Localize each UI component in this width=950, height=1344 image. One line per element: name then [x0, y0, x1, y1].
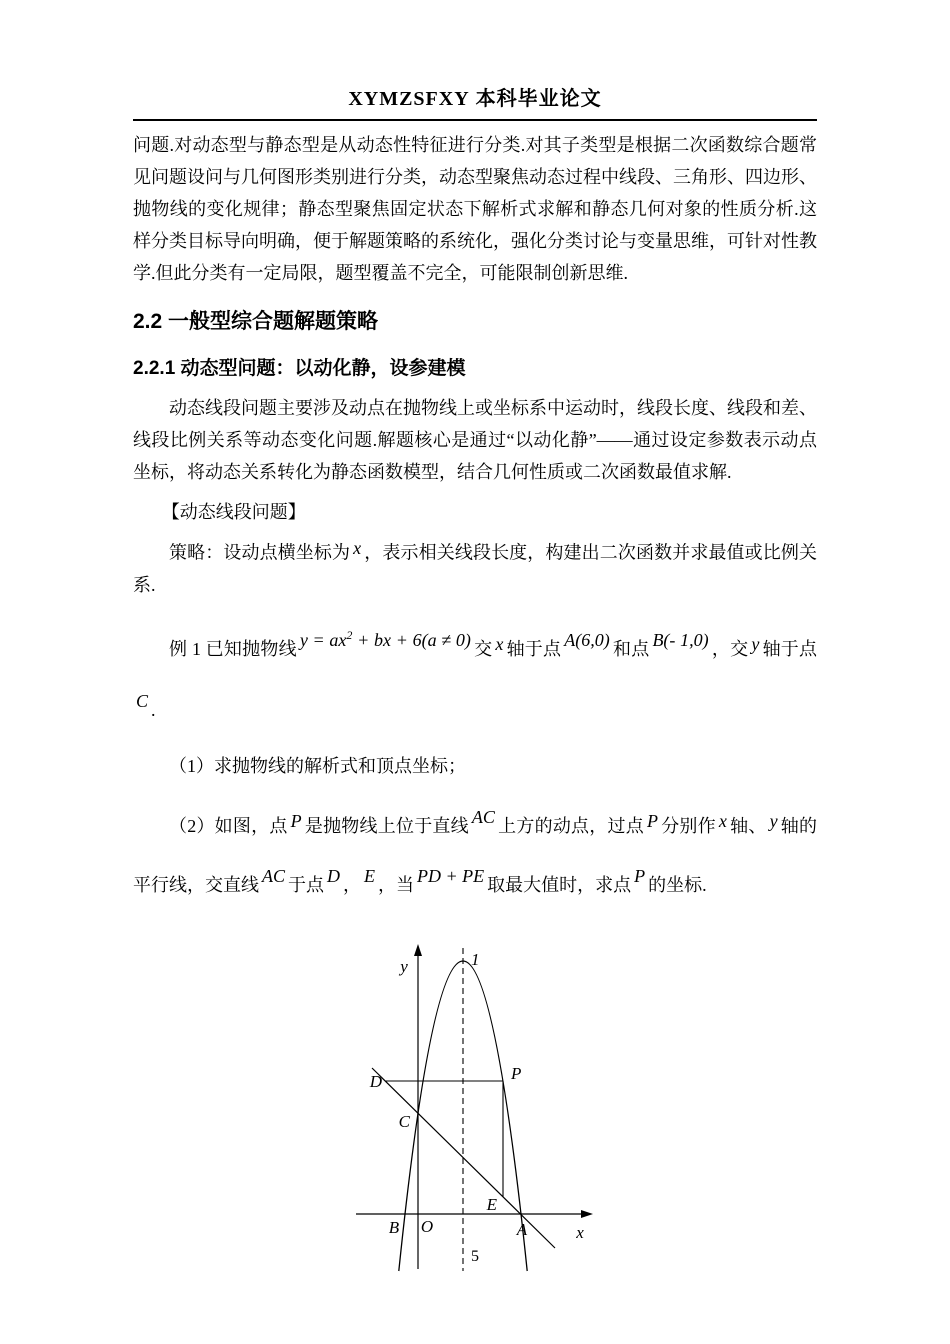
bracket-title-line: 【动态线段问题】: [161, 502, 306, 522]
example-1-text-2: 交: [473, 638, 493, 659]
page-number: 5: [471, 1248, 479, 1265]
equation-post: + bx + 6(a ≠ 0): [352, 629, 471, 650]
math-expr-PD-plus-PE: PD + PE: [417, 865, 485, 886]
q2-text-8: ，: [343, 874, 362, 895]
question-2: [133, 792, 817, 910]
school-code: XYMZSFXY: [348, 88, 470, 110]
example-1-text-7: .: [151, 699, 156, 720]
page-header: [133, 82, 817, 121]
math-var-y-2: y: [769, 811, 778, 831]
subsection-heading-2-2-1: 2.2.1 动态型问题：以动化静，设参建模: [133, 358, 466, 379]
math-point-P-1: P: [290, 811, 302, 831]
math-line-AC-1: AC: [471, 806, 495, 827]
math-point-A: A(6,0): [564, 629, 610, 650]
example-1-paragraph: [133, 609, 817, 736]
math-var-x-axis: x: [495, 634, 504, 654]
q2-text-11: 的坐标.: [648, 874, 707, 895]
point-c-label: C: [398, 1111, 410, 1131]
math-point-P-2: P: [646, 811, 658, 831]
strategy-paragraph: [133, 532, 817, 601]
math-point-C: C: [136, 690, 149, 711]
point-d-label: D: [369, 1071, 382, 1091]
strategy-text-2: ，表示相关线段长度，构建出二次函数并求最值或比例关系.: [133, 542, 818, 595]
q2-text-3: 上方的动点，过点: [497, 815, 644, 836]
parabola-figure: [133, 926, 817, 1281]
point-b-label: B: [388, 1217, 400, 1237]
math-line-AC-2: AC: [262, 865, 286, 886]
point-a-label: A: [516, 1219, 528, 1239]
example-1-intro: 例 1 已知抛物线: [169, 638, 297, 659]
doc-title: 本科毕业论文: [475, 88, 602, 110]
example-1-text-3: 轴于点: [506, 638, 562, 659]
point-p-label: P: [511, 1063, 522, 1083]
q2-text-9: ，当: [378, 874, 415, 895]
math-parabola-equation: [299, 627, 471, 650]
example-1-text-6: 轴于点: [762, 638, 818, 659]
math-point-E: E: [364, 865, 376, 886]
q2-text-10: 取最大值时，求点: [487, 874, 632, 895]
body-paragraph-1: 问题.对动态型与静态型是从动态性特征进行分类.对其子类型是根据二次函数综合题常见问题设问与几何图形类别进行分类，动态型聚焦动态过程中线段、三角形、四边形、抛物线的变化规律；静态型聚焦固定状态下解析式求解和静态几何对象的性质分析.这样分类目标导向明确，便于解题策略的系统化，强化分类讨论与变量思维，可针对性教学.但此分类有一定局限，题型覆盖不完全，可能限制创新思维.: [133, 135, 817, 283]
y-axis-arrow-icon: [414, 944, 422, 956]
symmetry-line-label: 1: [471, 949, 480, 969]
math-point-D: D: [327, 865, 341, 886]
figure-svg: [330, 926, 620, 1276]
y-axis-label: y: [400, 956, 408, 976]
q2-text-6: 轴的平行线，交直线: [133, 815, 818, 895]
origin-label: O: [420, 1216, 434, 1236]
x-axis-arrow-icon: [581, 1210, 593, 1218]
section-heading-2-2: 2.2 一般型综合题解题策略: [133, 310, 379, 333]
math-point-B: B(- 1,0): [652, 629, 709, 650]
equation-pre: y = ax: [299, 629, 347, 650]
body-paragraph-2: 动态线段问题主要涉及动点在抛物线上或坐标系中运动时，线段长度、线段和差、线段比例关系等动态变化问题.解题核心是通过“以动化静”——通过设定参数表示动点坐标，将动态关系转化为静态函数模型，结合几何性质或二次函数最值求解.: [133, 398, 817, 482]
math-point-P-3: P: [634, 865, 646, 886]
q2-text-7: 于点: [288, 874, 325, 895]
math-var-y-axis: y: [751, 634, 760, 654]
math-var-x: x: [353, 538, 362, 558]
q2-text-2: 是抛物线上位于直线: [304, 815, 469, 836]
example-1-text-4: 和点: [612, 638, 650, 659]
q2-text-5: 轴、: [729, 815, 767, 836]
strategy-text-1: 策略：设动点横坐标为: [169, 542, 351, 563]
question-1: （1）求抛物线的解析式和顶点坐标；: [169, 755, 466, 776]
q2-text-1: （2）如图，点: [169, 815, 288, 836]
q2-text-4: 分别作: [660, 815, 716, 836]
x-axis-label: x: [576, 1222, 584, 1242]
example-1-text-5: ，交: [711, 638, 749, 659]
math-var-x-2: x: [718, 811, 727, 831]
equation-exponent: 2: [346, 627, 353, 642]
point-e-label: E: [486, 1194, 497, 1214]
